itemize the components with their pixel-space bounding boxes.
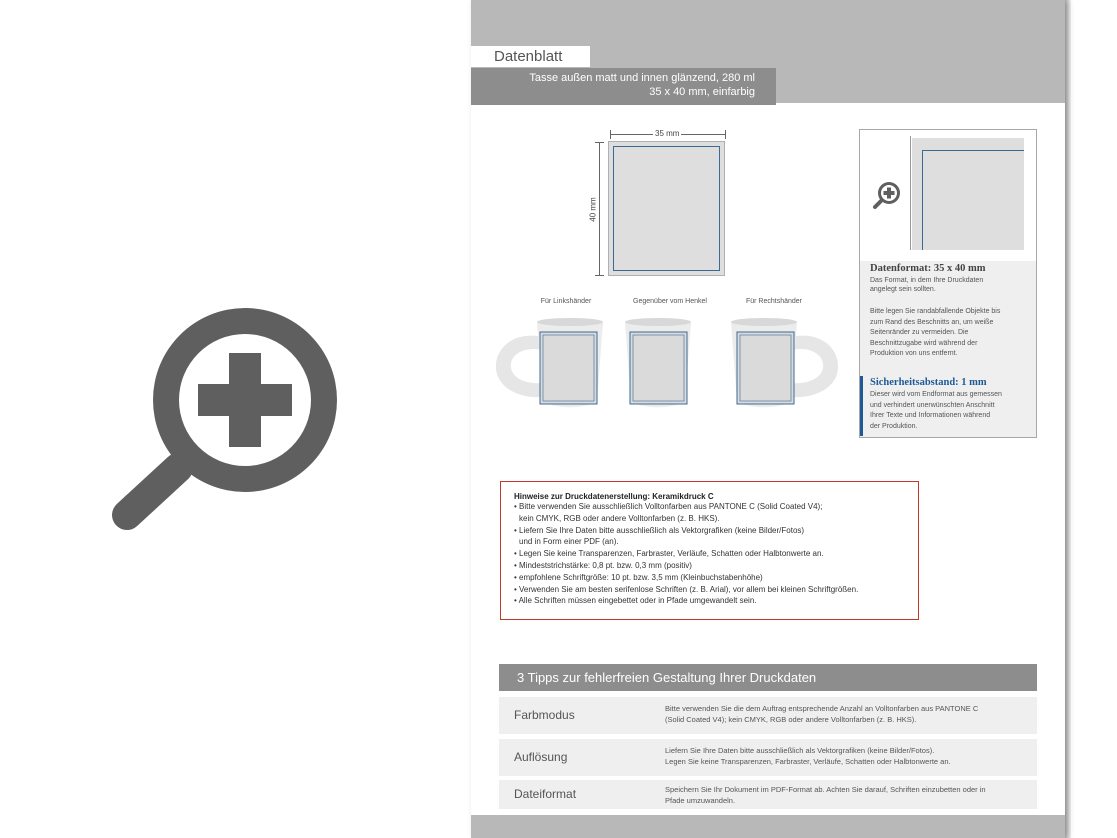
tip-text-line: Bitte verwenden Sie die dem Auftrag entsprechende Anzahl an Volltonfarben aus PANTONE C xyxy=(665,704,979,713)
zoom-in-icon[interactable] xyxy=(872,180,902,214)
safety-margin-outline xyxy=(922,150,1024,250)
mug-left-handed xyxy=(496,318,603,407)
mug-label-left: Für Linkshänder xyxy=(540,298,592,305)
safety-margin-outline xyxy=(613,146,720,271)
datasheet-title: Datenblatt xyxy=(471,46,590,67)
hint-line: • Legen Sie keine Transparenzen, Farbraster, Verläufe, Schatten oder Halbtonwerte an. xyxy=(514,549,824,559)
hints-title: Hinweise zur Druckdatenerstellung: Keramikdruck C xyxy=(514,492,714,501)
product-description xyxy=(471,68,776,105)
dimension-tick xyxy=(595,142,604,143)
tip-text-line: Speichern Sie Ihr Dokument im PDF-Format ab. Achten Sie darauf, Schriften einzubetten oder in xyxy=(665,785,986,794)
tip-text xyxy=(665,784,1030,806)
corner-detail-preview xyxy=(912,138,1024,250)
format-info-panel xyxy=(859,129,1037,438)
zoom-preview-area xyxy=(860,130,1036,260)
product-format: 35 x 40 mm, einfarbig xyxy=(649,86,755,98)
bleed-line: Beschnittzugabe wird während der xyxy=(870,339,978,347)
tip-text-line: (Solid Coated V4); kein CMYK, RGB oder andere Volltonfarben (z. B. HKS). xyxy=(665,715,917,724)
bleed-text xyxy=(870,307,1000,360)
safety-title: Sicherheitsabstand: 1 mm xyxy=(870,377,987,388)
tip-label: Auflösung xyxy=(514,750,568,764)
tip-text-line: Pfade umzuwandeln. xyxy=(665,796,736,805)
format-info-text xyxy=(860,261,1036,437)
hint-line: • empfohlene Schriftgröße: 10 pt. bzw. 3,5 mm (Kleinbuchstabenhöhe) xyxy=(514,572,763,582)
tip-text xyxy=(665,745,1030,767)
format-text-1: Das Format, in dem Ihre Druckdaten xyxy=(870,277,984,284)
format-text-2: angelegt sein sollten. xyxy=(870,286,936,293)
product-name: Tasse außen matt und innen glänzend, 280 ml xyxy=(529,72,755,84)
tip-row-color-mode xyxy=(499,697,1037,734)
hint-line: und in Form einer PDF (an). xyxy=(519,537,619,547)
mug-label-right: Für Rechtshänder xyxy=(745,298,803,305)
mug-label-center: Gegenüber vom Henkel xyxy=(633,298,707,305)
hint-line: • Alle Schriften müssen eingebettet oder in Pfade umgewandelt sein. xyxy=(514,596,757,606)
dimension-tick xyxy=(725,130,726,139)
trim-line xyxy=(910,136,911,250)
footer-band xyxy=(471,815,1065,838)
bleed-line: zum Rand des Beschnitts an, um weiße xyxy=(870,318,994,326)
height-dimension-line xyxy=(599,142,600,276)
datasheet-page xyxy=(471,0,1065,838)
tip-label: Farbmodus xyxy=(514,708,575,722)
print-format-preview xyxy=(608,141,725,276)
safety-text xyxy=(870,390,1002,432)
mug-right-handed xyxy=(731,318,838,407)
zoom-in-icon[interactable] xyxy=(105,285,355,535)
page-shadow xyxy=(1065,0,1071,838)
tip-label: Dateiformat xyxy=(514,787,577,801)
safety-line: und verhindert unerwünschten Anschnitt xyxy=(870,401,995,409)
tips-title: 3 Tipps zur fehlerfreien Gestaltung Ihrer Druckdaten xyxy=(499,664,1037,691)
tip-text-line: Legen Sie keine Transparenzen, Farbraster, Verläufe, Schatten oder Halbtonwerte an. xyxy=(665,757,951,766)
hint-line: • Mindeststrichstärke: 0,8 pt. bzw. 0,3 mm (positiv) xyxy=(514,560,692,570)
bleed-line: Produktion von uns entfernt. xyxy=(870,350,958,357)
hint-line: • Verwenden Sie am besten serifenlose Schriften (z. B. Arial), vor allem bei kleinen Schriftgrößen. xyxy=(514,584,859,594)
tip-text xyxy=(665,703,1030,725)
safety-accent-bar xyxy=(860,376,863,436)
mug-opposite-handle xyxy=(625,318,691,407)
print-hints-box xyxy=(500,481,919,620)
dimension-tick xyxy=(610,130,611,139)
tip-row-file-format xyxy=(499,780,1037,809)
hint-line: • Liefern Sie Ihre Daten bitte ausschließlich als Vektorgrafiken (keine Bilder/Fotos) xyxy=(514,525,805,535)
safety-line: Ihrer Texte und Informationen während xyxy=(870,412,991,419)
hint-line: • Bitte verwenden Sie ausschließlich Volltonfarben aus PANTONE C (Solid Coated V4); xyxy=(514,502,823,511)
tip-text-line: Liefern Sie Ihre Daten bitte ausschließlich als Vektorgrafiken (keine Bilder/Fotos). xyxy=(665,746,935,755)
height-label: 40 mm xyxy=(588,197,598,222)
width-label: 35 mm xyxy=(655,129,680,138)
bleed-line: Seitenränder zu vermeiden. Die xyxy=(870,329,969,336)
format-title: Datenformat: 35 x 40 mm xyxy=(870,263,986,274)
safety-line: Dieser wird vom Endformat aus gemessen xyxy=(870,391,1002,398)
tip-row-resolution xyxy=(499,739,1037,776)
mug-previews xyxy=(491,312,851,412)
hint-line: kein CMYK, RGB oder andere Volltonfarben (z. B. HKS). xyxy=(519,513,720,523)
bleed-line: Bitte legen Sie randabfallende Objekte bis xyxy=(870,308,1001,315)
safety-line: der Produktion. xyxy=(870,422,918,430)
dimension-tick xyxy=(595,275,604,276)
